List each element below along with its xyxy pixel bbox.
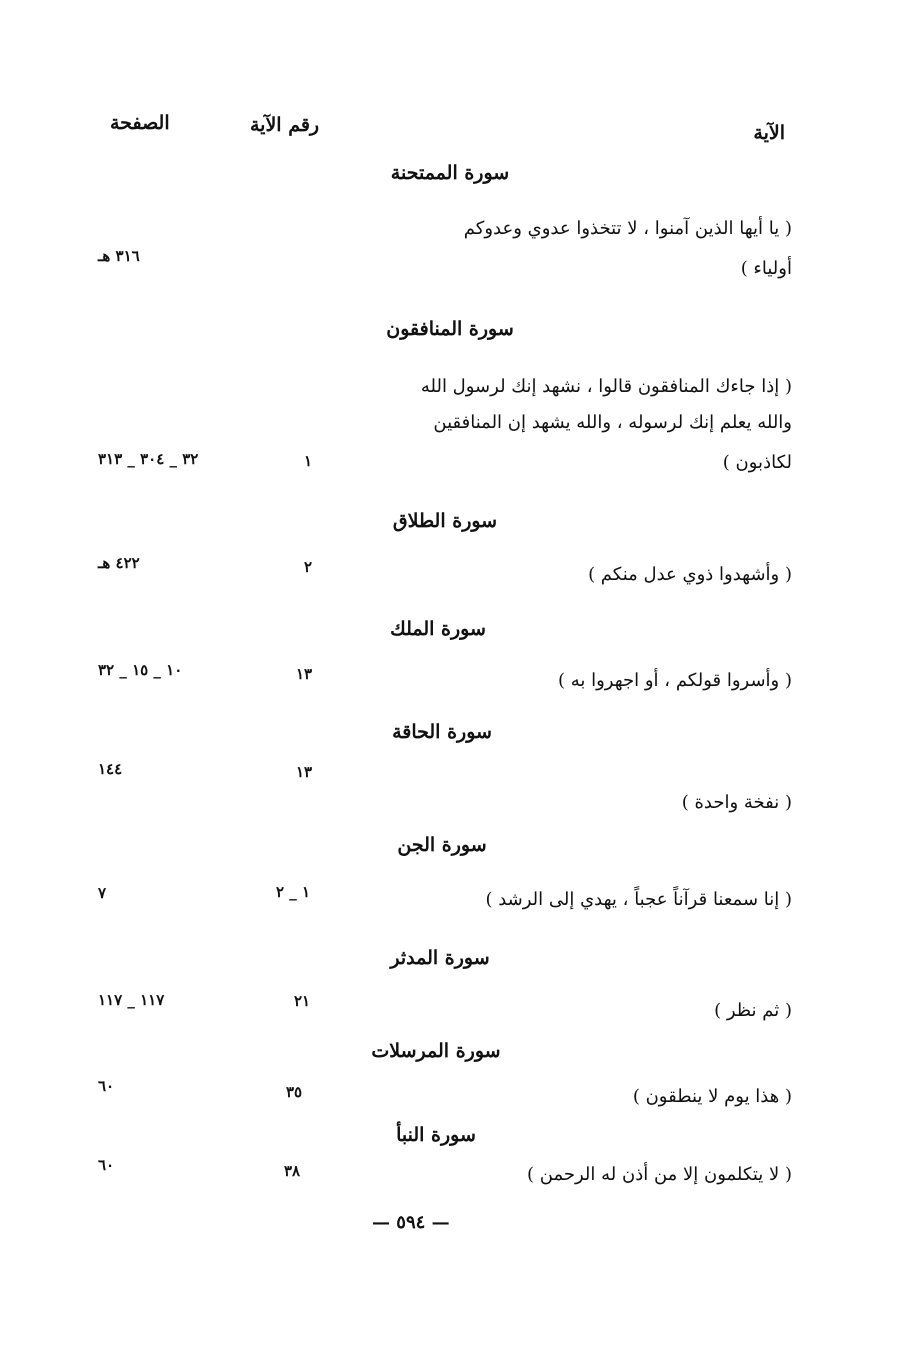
verse-line: ( ثم نظر ) bbox=[714, 1000, 792, 1021]
verse-line: أولياء ) bbox=[740, 258, 792, 279]
surah-title: سورة المنافقون bbox=[386, 318, 514, 340]
verse-number: ١٣ bbox=[296, 665, 313, 683]
verse-line: ( وأشهدوا ذوي عدل منكم ) bbox=[588, 564, 792, 585]
verse-line: ( إنا سمعنا قرآناً عجباً ، يهدي إلى الرشد ) bbox=[485, 889, 792, 910]
verse-number: ٣٥ bbox=[286, 1083, 303, 1101]
page-reference: ١٠ _ ١٥ _ ٣٢ bbox=[98, 661, 183, 679]
surah-title: سورة المرسلات bbox=[371, 1040, 501, 1062]
header-page: الصفحة bbox=[110, 112, 170, 134]
page-reference: ٣٢ _ ٣٠٤ _ ٣١٣ bbox=[98, 450, 199, 468]
surah-title: سورة النبأ bbox=[396, 1124, 476, 1146]
verse-number: ١٣ bbox=[296, 763, 313, 781]
verse-number: ١ _ ٢ bbox=[276, 883, 311, 901]
page-reference: ٣١٦ هـ bbox=[98, 247, 140, 265]
page-reference: ٦٠ bbox=[98, 1077, 115, 1095]
verse-line: ( إذا جاءك المنافقون قالوا ، نشهد إنك لرسول الله bbox=[420, 376, 792, 397]
surah-title: سورة المدثر bbox=[390, 947, 490, 969]
page-reference: ١٤٤ bbox=[98, 760, 123, 778]
surah-title: سورة الحاقة bbox=[392, 721, 492, 743]
surah-title: سورة الطلاق bbox=[392, 510, 498, 532]
page-number: — ٥٩٤ — bbox=[372, 1212, 450, 1233]
surah-title: سورة الملك bbox=[390, 618, 486, 640]
verse-number: ١ bbox=[304, 452, 313, 470]
surah-title: سورة الممتحنة bbox=[390, 162, 510, 184]
header-verse-number: رقم الآية bbox=[250, 114, 320, 136]
surah-title: سورة الجن bbox=[397, 834, 487, 856]
page-reference: ١١٧ _ ١١٧ bbox=[98, 991, 165, 1009]
verse-number: ٣٨ bbox=[284, 1162, 301, 1180]
verse-line: ( وأسروا قولكم ، أو اجهروا به ) bbox=[557, 670, 792, 691]
page-reference: ٦٠ bbox=[98, 1156, 115, 1174]
header-verse: الآية bbox=[753, 122, 785, 144]
page-reference: ٧ bbox=[98, 884, 107, 902]
verse-line: ( هذا يوم لا ينطقون ) bbox=[632, 1086, 792, 1107]
verse-line: والله يعلم إنك لرسوله ، والله يشهد إن المنافقين bbox=[433, 412, 792, 433]
verse-line: ( يا أيها الذين آمنوا ، لا تتخذوا عدوي وعدوكم bbox=[463, 218, 792, 239]
verse-line: ( لا يتكلمون إلا من أذن له الرحمن ) bbox=[527, 1164, 792, 1185]
verse-line: لكاذبون ) bbox=[722, 452, 792, 473]
verse-number: ٢ bbox=[304, 558, 313, 576]
page-reference: ٤٢٢ هـ bbox=[98, 554, 140, 572]
verse-number: ٢١ bbox=[294, 992, 311, 1010]
verse-line: ( نفخة واحدة ) bbox=[681, 792, 792, 813]
